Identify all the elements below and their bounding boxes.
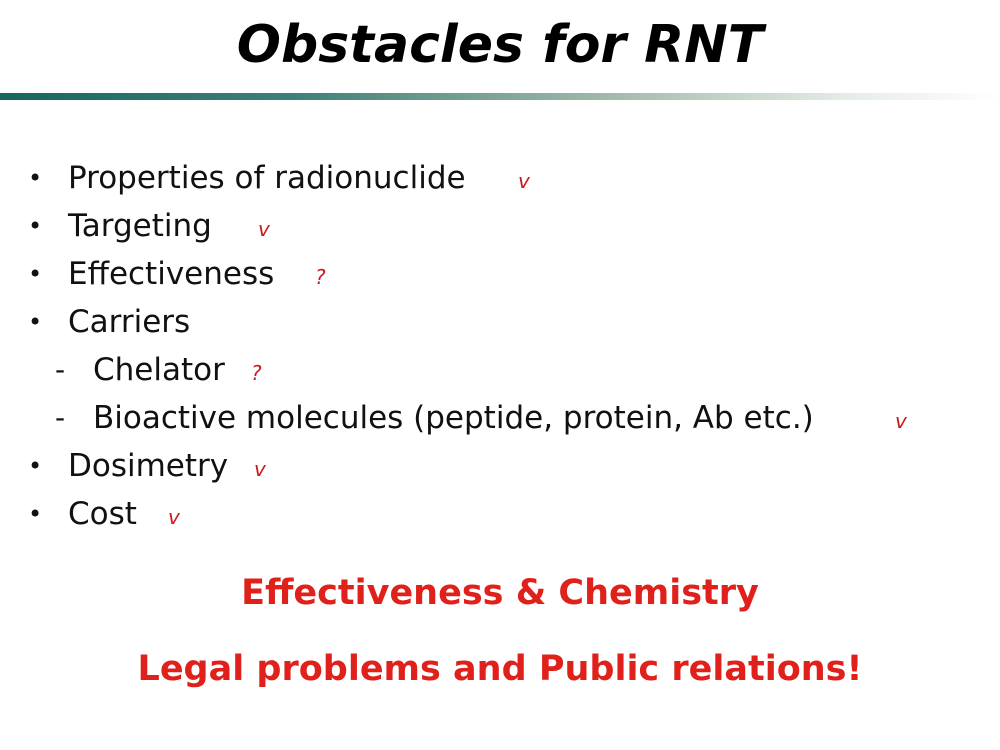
list-item-text: Effectiveness (68, 256, 275, 292)
list-item-text: Properties of radionuclide (68, 160, 466, 196)
list-item (0, 490, 1000, 538)
bullet-marker: • (28, 500, 43, 528)
bullet-marker: • (28, 212, 43, 240)
tagline-legal: Legal problems and Public relations! (137, 649, 863, 689)
check-note: v (168, 505, 180, 529)
bullet-marker: • (28, 164, 43, 192)
list-item (0, 202, 1000, 250)
list-item-text: Bioactive molecules (peptide, protein, Ab etc.) (93, 400, 814, 436)
list-item (0, 298, 1000, 346)
tagline-effectiveness: Effectiveness & Chemistry (241, 573, 759, 613)
bullet-list (0, 154, 1000, 538)
dash-marker: - (55, 353, 66, 386)
bullet-marker: • (28, 452, 43, 480)
list-item-text: Carriers (68, 304, 191, 340)
question-note: ? (251, 361, 262, 385)
check-note: v (518, 169, 530, 193)
list-item-text: Targeting (68, 208, 212, 244)
question-note: ? (315, 265, 326, 289)
bullet-marker: • (28, 260, 43, 288)
list-item-text: Chelator (93, 352, 225, 388)
sub-list-item (0, 394, 1000, 442)
check-note: v (254, 457, 266, 481)
list-item-text: Cost (68, 496, 137, 532)
list-item (0, 442, 1000, 490)
title-divider (0, 93, 1000, 100)
sub-list-item (0, 346, 1000, 394)
check-note: v (895, 409, 907, 433)
bullet-marker: • (28, 308, 43, 336)
list-item-text: Dosimetry (68, 448, 229, 484)
dash-marker: - (55, 401, 66, 434)
check-note: v (258, 217, 270, 241)
list-item (0, 154, 1000, 202)
slide-title: Obstacles for RNT (236, 15, 764, 75)
list-item (0, 250, 1000, 298)
